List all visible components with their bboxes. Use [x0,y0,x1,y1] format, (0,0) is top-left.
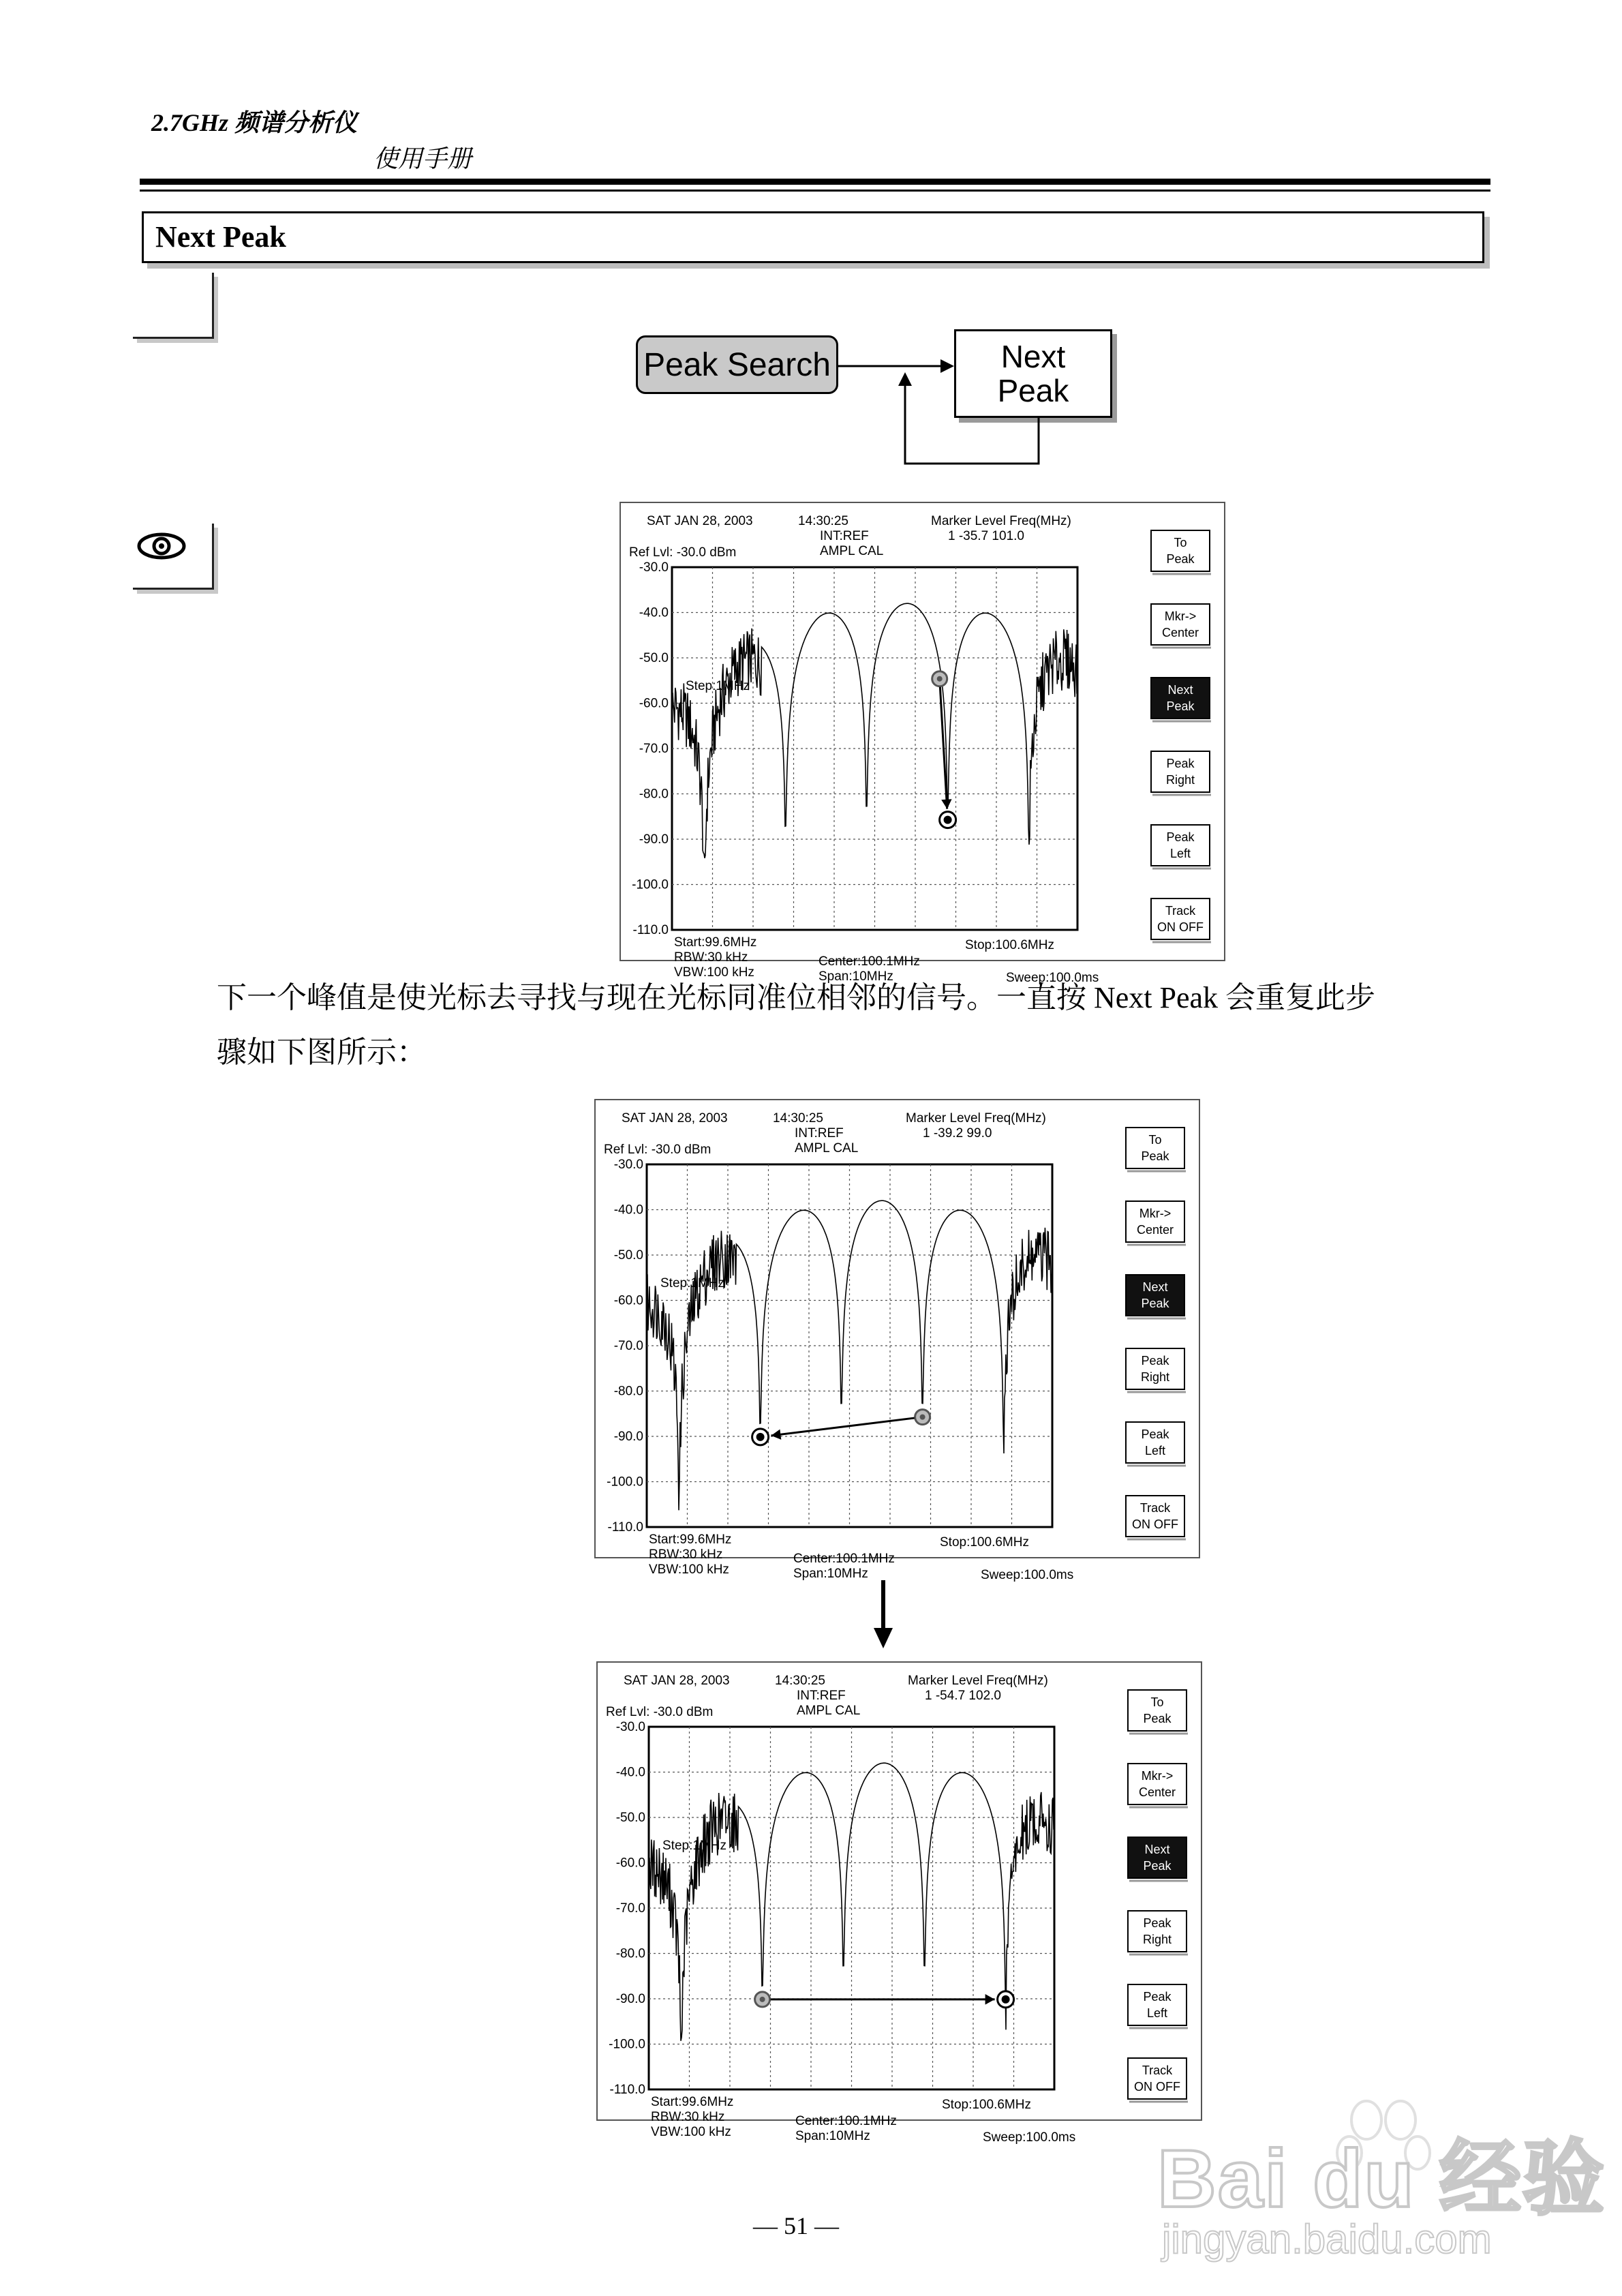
ref-level: Ref Lvl: -30.0 dBm [606,1705,714,1719]
y-tick-label: -50.0 [613,1248,643,1263]
softkey-track[interactable] [1126,1496,1186,1539]
softkey-label-line1: Track [1165,904,1196,918]
status-time: 14:30:25 [798,514,848,528]
next-peak-key-line1: Next [1000,339,1066,374]
softkey-next[interactable] [1128,1837,1188,1881]
softkey-to[interactable] [1128,1690,1188,1734]
softkey-label-line1: Peak [1166,757,1195,770]
screen-canvas [621,503,1227,985]
y-tick-label: -80.0 [615,1946,645,1961]
softkey-mkr[interactable] [1151,604,1211,648]
y-tick-label: -90.0 [639,832,669,847]
span: Span:10MHz [795,2129,870,2143]
start-freq: Start:99.6MHz [651,2095,734,2109]
softkey-peak[interactable] [1128,1911,1188,1954]
rbw: RBW:30 kHz [649,1547,723,1562]
description-line-2: 骤如下图所示： [217,1036,427,1069]
marker-header: Marker Level Freq(MHz) [931,514,1071,528]
previous-marker-dot [920,1415,925,1420]
status-int-ref: INT:REF [797,1689,846,1703]
header-rule-thick [140,179,1490,185]
softkey-to[interactable] [1126,1128,1186,1171]
softkey-label-line2: Peak [1143,1712,1172,1725]
y-tick-label: -100.0 [607,1475,643,1490]
softkey-peak[interactable] [1126,1422,1186,1466]
watermark-logo-text: Bai du 经验 [1157,2133,1606,2224]
status-ampl-cal: AMPL CAL [797,1704,861,1718]
vbw: VBW:100 kHz [649,1562,729,1577]
y-tick-label: -100.0 [632,877,669,892]
key-sequence-marker [133,273,214,339]
softkey-next[interactable] [1151,678,1211,721]
softkey-label-line2: Peak [1141,1297,1169,1310]
span: Span:10MHz [793,1567,868,1581]
softkey-peak[interactable] [1128,1984,1188,2028]
y-tick-label: -30.0 [613,1158,643,1172]
y-tick-label: -70.0 [613,1339,643,1353]
marker-readout: 1 -54.7 102.0 [925,1689,1001,1703]
sweep-time: Sweep:100.0ms [981,1568,1074,1582]
previous-marker-dot [760,1997,765,2002]
softkey-label-line1: To [1150,1695,1164,1709]
y-tick-label: -60.0 [613,1293,643,1308]
softkey-track[interactable] [1151,898,1211,942]
eye-icon [136,530,187,562]
y-tick-label: -60.0 [615,1856,645,1871]
marker-move-arrowhead [985,1994,995,2004]
softkey-label-line1: Peak [1141,1428,1169,1441]
y-tick-label: -50.0 [639,651,669,665]
softkey-label-line2: Peak [1166,699,1195,713]
stop-freq: Stop:100.6MHz [940,1535,1029,1550]
center-freq: Center:100.1MHz [795,2114,897,2128]
y-tick-label: -100.0 [609,2037,645,2052]
softkey-label-line2: Left [1144,1444,1166,1457]
screen-canvas [596,1100,1202,1582]
description-line-1: 下一个峰值是使光标去寻找与现在光标同准位相邻的信号。一直按 Next Peak 会重复此步 [217,981,1376,1014]
section-title-box [142,211,1484,263]
marker-header: Marker Level Freq(MHz) [906,1111,1046,1126]
peak-search-key[interactable]: Peak Search [636,335,838,394]
watermark-url: jingyan.baidu.com [1162,2216,1492,2262]
softkey-label-line1: Next [1167,683,1193,697]
status-ampl-cal: AMPL CAL [795,1141,859,1155]
marker-move-arrow [771,1418,914,1436]
status-date: SAT JAN 28, 2003 [647,514,753,528]
sweep-time: Sweep:100.0ms [1006,971,1099,985]
active-marker-dot [944,816,952,824]
softkey-to[interactable] [1151,530,1211,574]
manual-title: 2.7GHz 频谱分析仪 [151,109,358,136]
description-paragraph [217,971,1498,1080]
marker-readout: 1 -39.2 99.0 [923,1126,992,1141]
step-label: Step:1MHz [660,1276,724,1290]
stop-freq: Stop:100.6MHz [965,938,1054,952]
softkey-label-line2: Peak [1141,1149,1169,1163]
y-tick-label: -110.0 [609,2083,645,2097]
y-tick-label: -110.0 [632,923,669,937]
softkey-label-line2: ON OFF [1132,1517,1178,1531]
softkey-label-line1: Mkr-> [1139,1207,1172,1220]
softkey-label-line2: Peak [1143,1859,1172,1873]
softkey-label-line1: Peak [1141,1354,1169,1368]
softkey-label-line1: Peak [1143,1916,1172,1930]
vbw: VBW:100 kHz [651,2125,731,2139]
active-marker-dot [756,1433,765,1441]
center-freq: Center:100.1MHz [793,1552,895,1566]
softkey-label-line2: Peak [1166,552,1195,566]
softkey-label-line2: Right [1140,1370,1170,1384]
y-tick-label: -30.0 [639,560,669,575]
next-peak-key-line2: Peak [997,373,1069,408]
span: Span:10MHz [818,969,893,984]
status-int-ref: INT:REF [795,1126,844,1141]
status-ampl-cal: AMPL CAL [820,544,884,558]
section-title: Next Peak [155,220,286,254]
softkey-label-line2: Center [1161,626,1199,639]
marker-readout: 1 -35.7 101.0 [948,529,1024,543]
softkey-label-line2: Center [1138,1785,1176,1799]
softkey-label-line1: To [1174,536,1187,549]
start-freq: Start:99.6MHz [649,1532,732,1547]
softkey-label-line2: Right [1142,1933,1172,1946]
step-label: Step:1MHz [686,679,750,693]
softkey-label-line1: Next [1144,1843,1170,1856]
softkey-label-line1: Track [1142,2064,1173,2077]
softkey-label-line2: ON OFF [1157,920,1204,934]
page-number: — 51 — [753,2212,839,2239]
ref-level: Ref Lvl: -30.0 dBm [629,545,737,560]
start-freq: Start:99.6MHz [674,935,757,950]
key-flow-arrows [831,341,1036,477]
softkey-label-line1: Next [1142,1280,1168,1294]
ref-level: Ref Lvl: -30.0 dBm [604,1143,711,1157]
softkey-label-line2: Left [1169,847,1191,860]
y-tick-label: -60.0 [639,696,669,711]
analyzer-screen-3 [596,1661,1202,2145]
softkey-label-line1: Peak [1143,1990,1172,2004]
y-tick-label: -80.0 [613,1384,643,1399]
softkey-label-line1: To [1148,1133,1162,1147]
status-int-ref: INT:REF [820,529,869,543]
marker-header: Marker Level Freq(MHz) [908,1674,1048,1688]
status-time: 14:30:25 [773,1111,823,1126]
softkey-mkr[interactable] [1128,1764,1188,1807]
softkey-label-line2: Right [1165,773,1195,787]
softkey-peak[interactable] [1151,751,1211,795]
y-tick-label: -90.0 [613,1430,643,1444]
vbw: VBW:100 kHz [674,965,754,980]
center-freq: Center:100.1MHz [818,954,920,969]
softkey-label-line2: Center [1136,1223,1174,1237]
y-tick-label: -90.0 [615,1992,645,2006]
y-tick-label: -70.0 [639,742,669,756]
status-time: 14:30:25 [775,1674,825,1688]
y-tick-label: -70.0 [615,1901,645,1916]
status-date: SAT JAN 28, 2003 [624,1674,730,1688]
rbw: RBW:30 kHz [674,950,748,965]
softkey-mkr[interactable] [1126,1201,1186,1245]
softkey-peak[interactable] [1126,1348,1186,1392]
softkey-label-line1: Mkr-> [1141,1769,1174,1783]
softkey-peak[interactable] [1151,825,1211,868]
sweep-time: Sweep:100.0ms [983,2130,1076,2145]
softkey-label-line2: Left [1146,2006,1168,2020]
analyzer-screen-1 [619,502,1225,985]
y-tick-label: -50.0 [615,1811,645,1825]
y-tick-label: -40.0 [613,1203,643,1218]
y-tick-label: -30.0 [615,1720,645,1734]
softkey-label-line1: Mkr-> [1164,609,1197,623]
status-date: SAT JAN 28, 2003 [622,1111,728,1126]
active-marker-dot [1002,1995,1010,2004]
down-arrow-icon [868,1580,898,1651]
screen-canvas [598,1663,1204,2145]
y-tick-label: -40.0 [615,1765,645,1780]
softkey-label-line1: Track [1139,1501,1171,1515]
softkey-label-line1: Peak [1166,830,1195,844]
softkey-next[interactable] [1126,1275,1186,1318]
softkey-label-line2: ON OFF [1134,2080,1180,2094]
previous-marker-dot [937,676,943,682]
analyzer-screen-2 [594,1099,1200,1582]
marker-move-arrowhead [941,799,951,809]
y-tick-label: -40.0 [639,605,669,620]
y-tick-label: -110.0 [607,1520,643,1535]
header-rule-thin [140,190,1490,192]
stop-freq: Stop:100.6MHz [942,2098,1031,2112]
manual-subtitle: 使用手册 [373,145,472,172]
y-tick-label: -80.0 [639,787,669,802]
rbw: RBW:30 kHz [651,2110,725,2124]
step-label: Step:1MHz [662,1839,726,1853]
